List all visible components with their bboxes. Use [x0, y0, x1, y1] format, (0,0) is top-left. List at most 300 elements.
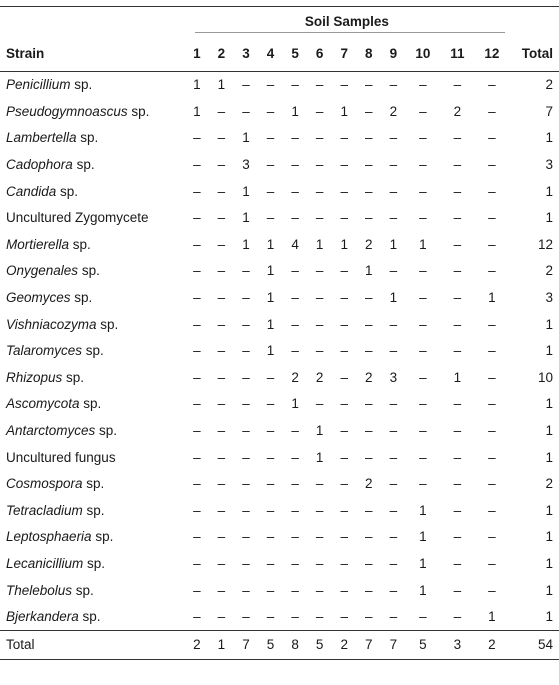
count-cell: – [488, 130, 496, 146]
count-cell: – [453, 582, 462, 598]
count-cell: – [365, 502, 373, 518]
count-cell: – [488, 210, 496, 226]
count-cell: – [365, 290, 373, 306]
count-cell: – [419, 343, 427, 359]
count-cell: – [453, 210, 462, 226]
count-cell: – [488, 183, 496, 199]
count-cell: – [193, 369, 201, 385]
sample-column-header: 2 [209, 37, 234, 72]
strain-name-cell [0, 337, 185, 364]
count-cell: – [266, 502, 275, 518]
strain-suffix: sp. [76, 130, 99, 146]
count-cell: – [419, 316, 427, 332]
table-row [0, 231, 559, 258]
count-cell: – [340, 343, 348, 359]
table-row [0, 391, 559, 418]
count-cell: – [242, 502, 250, 518]
row-total-cell: 1 [545, 555, 553, 571]
strain-suffix: sp. [82, 476, 105, 492]
count-cell: 1 [242, 130, 250, 146]
row-total-cell: 1 [545, 582, 553, 598]
count-cell: – [217, 582, 226, 598]
count-cell: – [291, 529, 299, 545]
count-cell: – [365, 423, 373, 439]
strain-name-cell [0, 391, 185, 418]
table-row [0, 258, 559, 285]
strain-name-cell [0, 603, 185, 630]
count-cell: – [488, 449, 496, 465]
count-cell: – [365, 582, 373, 598]
count-cell: – [217, 502, 226, 518]
count-cell: 1 [242, 236, 250, 252]
count-cell: – [217, 263, 226, 279]
count-cell: – [340, 529, 348, 545]
count-cell: – [315, 103, 324, 119]
strain-genus: Bjerkandera [6, 609, 79, 625]
strain-suffix: sp. [82, 502, 105, 518]
count-cell: – [315, 555, 324, 571]
table-row [0, 364, 559, 391]
table-row [0, 98, 559, 125]
sample-column-header: 10 [406, 37, 441, 72]
row-total-cell: 10 [537, 369, 553, 385]
totals-row [0, 630, 559, 659]
count-cell: – [365, 529, 373, 545]
count-cell: – [315, 343, 324, 359]
strain-name-cell [0, 258, 185, 285]
count-cell: – [453, 157, 462, 173]
table-body [0, 71, 559, 630]
count-cell: 1 [419, 502, 427, 518]
strain-genus: Penicillium [6, 77, 71, 93]
count-cell: – [266, 582, 275, 598]
count-cell: – [340, 396, 348, 412]
count-cell: – [193, 263, 201, 279]
count-cell: – [193, 130, 201, 146]
count-cell: – [242, 476, 250, 492]
count-cell: 1 [242, 183, 250, 199]
count-cell: – [488, 423, 496, 439]
count-cell: – [291, 290, 299, 306]
strain-name-cell [0, 444, 185, 471]
strain-genus: Geomyces [6, 290, 71, 306]
count-cell: – [389, 396, 398, 412]
count-cell: 1 [453, 369, 462, 385]
count-cell: – [389, 502, 398, 518]
blank-cell [0, 7, 185, 37]
count-cell: – [242, 290, 250, 306]
column-total-cell: 5 [307, 630, 332, 659]
strain-suffix: sp. [95, 423, 118, 439]
count-cell: – [365, 77, 373, 93]
count-cell: – [453, 77, 462, 93]
count-cell: – [453, 476, 462, 492]
count-cell: – [419, 157, 427, 173]
strain-name-cell [0, 125, 185, 152]
count-cell: 1 [340, 103, 348, 119]
count-cell: – [419, 476, 427, 492]
count-cell: – [193, 423, 201, 439]
column-total-cell: 5 [406, 630, 441, 659]
strain-genus: Candida [6, 183, 57, 199]
strain-name-cell [0, 470, 185, 497]
row-total-cell: 1 [545, 183, 553, 199]
count-cell: – [266, 449, 275, 465]
count-cell: – [266, 369, 275, 385]
count-cell: 1 [389, 290, 398, 306]
count-cell: – [453, 555, 462, 571]
count-cell: – [291, 77, 299, 93]
count-cell: – [419, 130, 427, 146]
count-cell: – [453, 609, 462, 625]
blank-cell [509, 7, 559, 37]
strain-suffix: sp. [72, 157, 95, 173]
count-cell: – [365, 449, 373, 465]
sample-column-header: 1 [185, 37, 210, 72]
count-cell: – [453, 396, 462, 412]
strain-suffix: sp. [62, 369, 85, 385]
count-cell: – [453, 343, 462, 359]
strain-genus: Antarctomyces [6, 423, 96, 439]
count-cell: – [291, 316, 299, 332]
column-total-cell: 8 [283, 630, 308, 659]
strain-suffix: sp. [70, 77, 93, 93]
strain-genus: Vishniacozyma [6, 316, 97, 332]
count-cell: – [193, 157, 201, 173]
count-cell: – [365, 316, 373, 332]
count-cell: – [488, 476, 496, 492]
count-cell: 1 [315, 423, 324, 439]
strain-name-cell [0, 524, 185, 551]
count-cell: – [217, 476, 226, 492]
count-cell: – [266, 130, 275, 146]
count-cell: – [193, 396, 201, 412]
count-cell: – [389, 77, 398, 93]
count-cell: – [193, 316, 201, 332]
count-cell: – [365, 555, 373, 571]
count-cell: – [488, 555, 496, 571]
row-total-cell: 3 [545, 157, 553, 173]
row-total-cell: 2 [545, 476, 553, 492]
count-cell: – [365, 183, 373, 199]
table-row [0, 603, 559, 630]
row-total-cell: 7 [545, 103, 553, 119]
count-cell: 1 [193, 103, 201, 119]
count-cell: 1 [488, 609, 496, 625]
row-total-cell: 1 [545, 210, 553, 226]
count-cell: – [315, 77, 324, 93]
row-total-cell: 1 [545, 609, 553, 625]
totals-label: Total [0, 630, 185, 659]
count-cell: – [291, 502, 299, 518]
strain-genus: Leptosphaeria [6, 529, 92, 545]
count-cell: – [340, 263, 348, 279]
count-cell: – [193, 582, 201, 598]
count-cell: – [365, 157, 373, 173]
strain-table [0, 6, 559, 660]
count-cell: 1 [217, 77, 226, 93]
count-cell: – [315, 316, 324, 332]
count-cell: – [488, 369, 496, 385]
count-cell: – [291, 449, 299, 465]
count-cell: – [217, 449, 226, 465]
count-cell: – [488, 236, 496, 252]
count-cell: 4 [291, 236, 299, 252]
column-total-cell: 2 [185, 630, 210, 659]
count-cell: – [389, 555, 398, 571]
count-cell: – [365, 103, 373, 119]
column-total-cell: 2 [332, 630, 357, 659]
count-cell: – [315, 529, 324, 545]
count-cell: – [242, 263, 250, 279]
count-cell: – [340, 130, 348, 146]
count-cell: – [242, 529, 250, 545]
count-cell: – [453, 263, 462, 279]
count-cell: – [419, 103, 427, 119]
count-cell: – [217, 183, 226, 199]
count-cell: – [365, 609, 373, 625]
count-cell: – [266, 396, 275, 412]
count-cell: – [315, 396, 324, 412]
strain-suffix: sp. [78, 263, 100, 279]
count-cell: 1 [315, 236, 324, 252]
count-cell: 2 [291, 369, 299, 385]
count-cell: – [453, 423, 462, 439]
count-cell: – [291, 423, 299, 439]
count-cell: – [488, 582, 496, 598]
count-cell: – [193, 502, 201, 518]
count-cell: – [340, 582, 348, 598]
strain-name-cell [0, 71, 185, 98]
table-row [0, 284, 559, 311]
count-cell: – [242, 77, 250, 93]
count-cell: – [453, 316, 462, 332]
row-total-cell: 1 [545, 529, 553, 545]
count-cell: – [365, 210, 373, 226]
strain-name-cell [0, 178, 185, 205]
count-cell: 1 [266, 263, 275, 279]
count-cell: – [340, 183, 348, 199]
count-cell: – [340, 609, 348, 625]
count-cell: – [389, 449, 398, 465]
sample-column-header: 3 [234, 37, 259, 72]
strain-name-cell [0, 497, 185, 524]
count-cell: – [419, 183, 427, 199]
strain-suffix: sp. [56, 183, 79, 199]
count-cell: – [488, 343, 496, 359]
row-total-cell: 2 [545, 263, 553, 279]
count-cell: – [217, 555, 226, 571]
column-total-cell: 1 [209, 630, 234, 659]
count-cell: 3 [389, 369, 398, 385]
count-cell: – [193, 609, 201, 625]
count-cell: – [291, 343, 299, 359]
count-cell: 1 [419, 555, 427, 571]
count-cell: – [340, 369, 348, 385]
table-row [0, 151, 559, 178]
count-cell: – [217, 609, 226, 625]
count-cell: 1 [419, 582, 427, 598]
count-cell: – [453, 449, 462, 465]
count-cell: – [242, 449, 250, 465]
column-total-cell: 3 [440, 630, 474, 659]
count-cell: – [340, 210, 348, 226]
count-cell: – [291, 609, 299, 625]
row-total-cell: 1 [545, 502, 553, 518]
count-cell: – [193, 183, 201, 199]
strain-name-cell [0, 151, 185, 178]
count-cell: – [488, 316, 496, 332]
count-cell: – [315, 183, 324, 199]
count-cell: – [340, 555, 348, 571]
count-cell: 1 [266, 316, 275, 332]
strain-genus: Lambertella [6, 130, 77, 146]
count-cell: – [315, 130, 324, 146]
count-cell: – [217, 423, 226, 439]
count-cell: – [193, 476, 201, 492]
count-cell: – [389, 183, 398, 199]
strain-genus: Lecanicillium [6, 555, 84, 571]
table-row [0, 204, 559, 231]
grand-total-cell: 54 [509, 630, 559, 659]
total-header: Total [509, 37, 559, 72]
count-cell: 2 [365, 236, 373, 252]
count-cell: – [488, 529, 496, 545]
count-cell: – [291, 582, 299, 598]
table-row [0, 337, 559, 364]
table-row [0, 125, 559, 152]
count-cell: 1 [291, 103, 299, 119]
count-cell: – [419, 423, 427, 439]
count-cell: 3 [242, 157, 250, 173]
count-cell: – [266, 157, 275, 173]
count-cell: – [242, 609, 250, 625]
count-cell: – [315, 476, 324, 492]
count-cell: – [315, 157, 324, 173]
count-cell: – [419, 210, 427, 226]
strain-genus: Mortierella [6, 236, 70, 252]
table-row [0, 470, 559, 497]
table-row [0, 311, 559, 338]
count-cell: – [266, 529, 275, 545]
count-cell: – [291, 263, 299, 279]
count-cell: 1 [266, 236, 275, 252]
count-cell: – [217, 157, 226, 173]
count-cell: – [389, 609, 398, 625]
count-cell: – [389, 529, 398, 545]
count-cell: – [365, 130, 373, 146]
count-cell: – [193, 529, 201, 545]
count-cell: – [340, 77, 348, 93]
sample-column-header: 8 [357, 37, 382, 72]
count-cell: – [315, 502, 324, 518]
strain-name-cell [0, 284, 185, 311]
table-row [0, 577, 559, 604]
sample-column-header: 11 [440, 37, 474, 72]
strain-name-cell [0, 204, 185, 231]
strain-genus: Pseudogymnoascus [6, 103, 128, 119]
count-cell: – [340, 502, 348, 518]
count-cell: 1 [315, 449, 324, 465]
count-cell: – [389, 316, 398, 332]
row-total-cell: 2 [545, 77, 553, 93]
strain-name-cell [0, 577, 185, 604]
count-cell: 2 [365, 369, 373, 385]
strain-name-cell [0, 364, 185, 391]
count-cell: – [242, 555, 250, 571]
count-cell: 2 [365, 476, 373, 492]
count-cell: – [242, 316, 250, 332]
count-cell: – [419, 609, 427, 625]
count-cell: – [193, 290, 201, 306]
count-cell: – [266, 103, 275, 119]
count-cell: – [365, 396, 373, 412]
count-cell: – [266, 183, 275, 199]
count-cell: 1 [419, 529, 427, 545]
column-total-cell: 7 [381, 630, 406, 659]
count-cell: – [419, 77, 427, 93]
group-underline [195, 32, 506, 33]
count-cell: – [488, 263, 496, 279]
count-cell: – [242, 423, 250, 439]
count-cell: – [419, 369, 427, 385]
strain-suffix: sp. [91, 529, 114, 545]
table-row [0, 178, 559, 205]
strain-genus: Ascomycota [6, 396, 80, 412]
column-total-cell: 2 [475, 630, 510, 659]
soil-samples-header [185, 7, 510, 37]
count-cell: – [266, 77, 275, 93]
count-cell: – [291, 157, 299, 173]
count-cell: – [193, 343, 201, 359]
count-cell: – [266, 476, 275, 492]
count-cell: – [365, 343, 373, 359]
strain-genus: Talaromyces [6, 343, 83, 359]
count-cell: – [266, 609, 275, 625]
count-cell: – [291, 130, 299, 146]
table-row [0, 497, 559, 524]
count-cell: – [419, 449, 427, 465]
group-header-row [0, 7, 559, 37]
count-cell: – [389, 263, 398, 279]
count-cell: – [453, 236, 462, 252]
count-cell: – [217, 103, 226, 119]
count-cell: – [453, 529, 462, 545]
strain-suffix: sp. [72, 582, 94, 598]
strain-suffix: sp. [83, 555, 106, 571]
count-cell: – [266, 210, 275, 226]
count-cell: – [389, 343, 398, 359]
count-cell: – [193, 210, 201, 226]
strain-header: Strain [0, 37, 185, 72]
count-cell: 1 [389, 236, 398, 252]
count-cell: 2 [389, 103, 398, 119]
count-cell: – [419, 290, 427, 306]
sample-column-header: 7 [332, 37, 357, 72]
count-cell: – [340, 316, 348, 332]
count-cell: – [242, 343, 250, 359]
row-total-cell: 1 [545, 423, 553, 439]
count-cell: – [340, 157, 348, 173]
count-cell: – [419, 396, 427, 412]
sample-column-header: 4 [258, 37, 283, 72]
count-cell: – [340, 449, 348, 465]
table-row [0, 524, 559, 551]
strain-suffix: sp. [69, 236, 91, 252]
count-cell: – [389, 582, 398, 598]
count-cell: – [266, 423, 275, 439]
count-cell: – [340, 423, 348, 439]
